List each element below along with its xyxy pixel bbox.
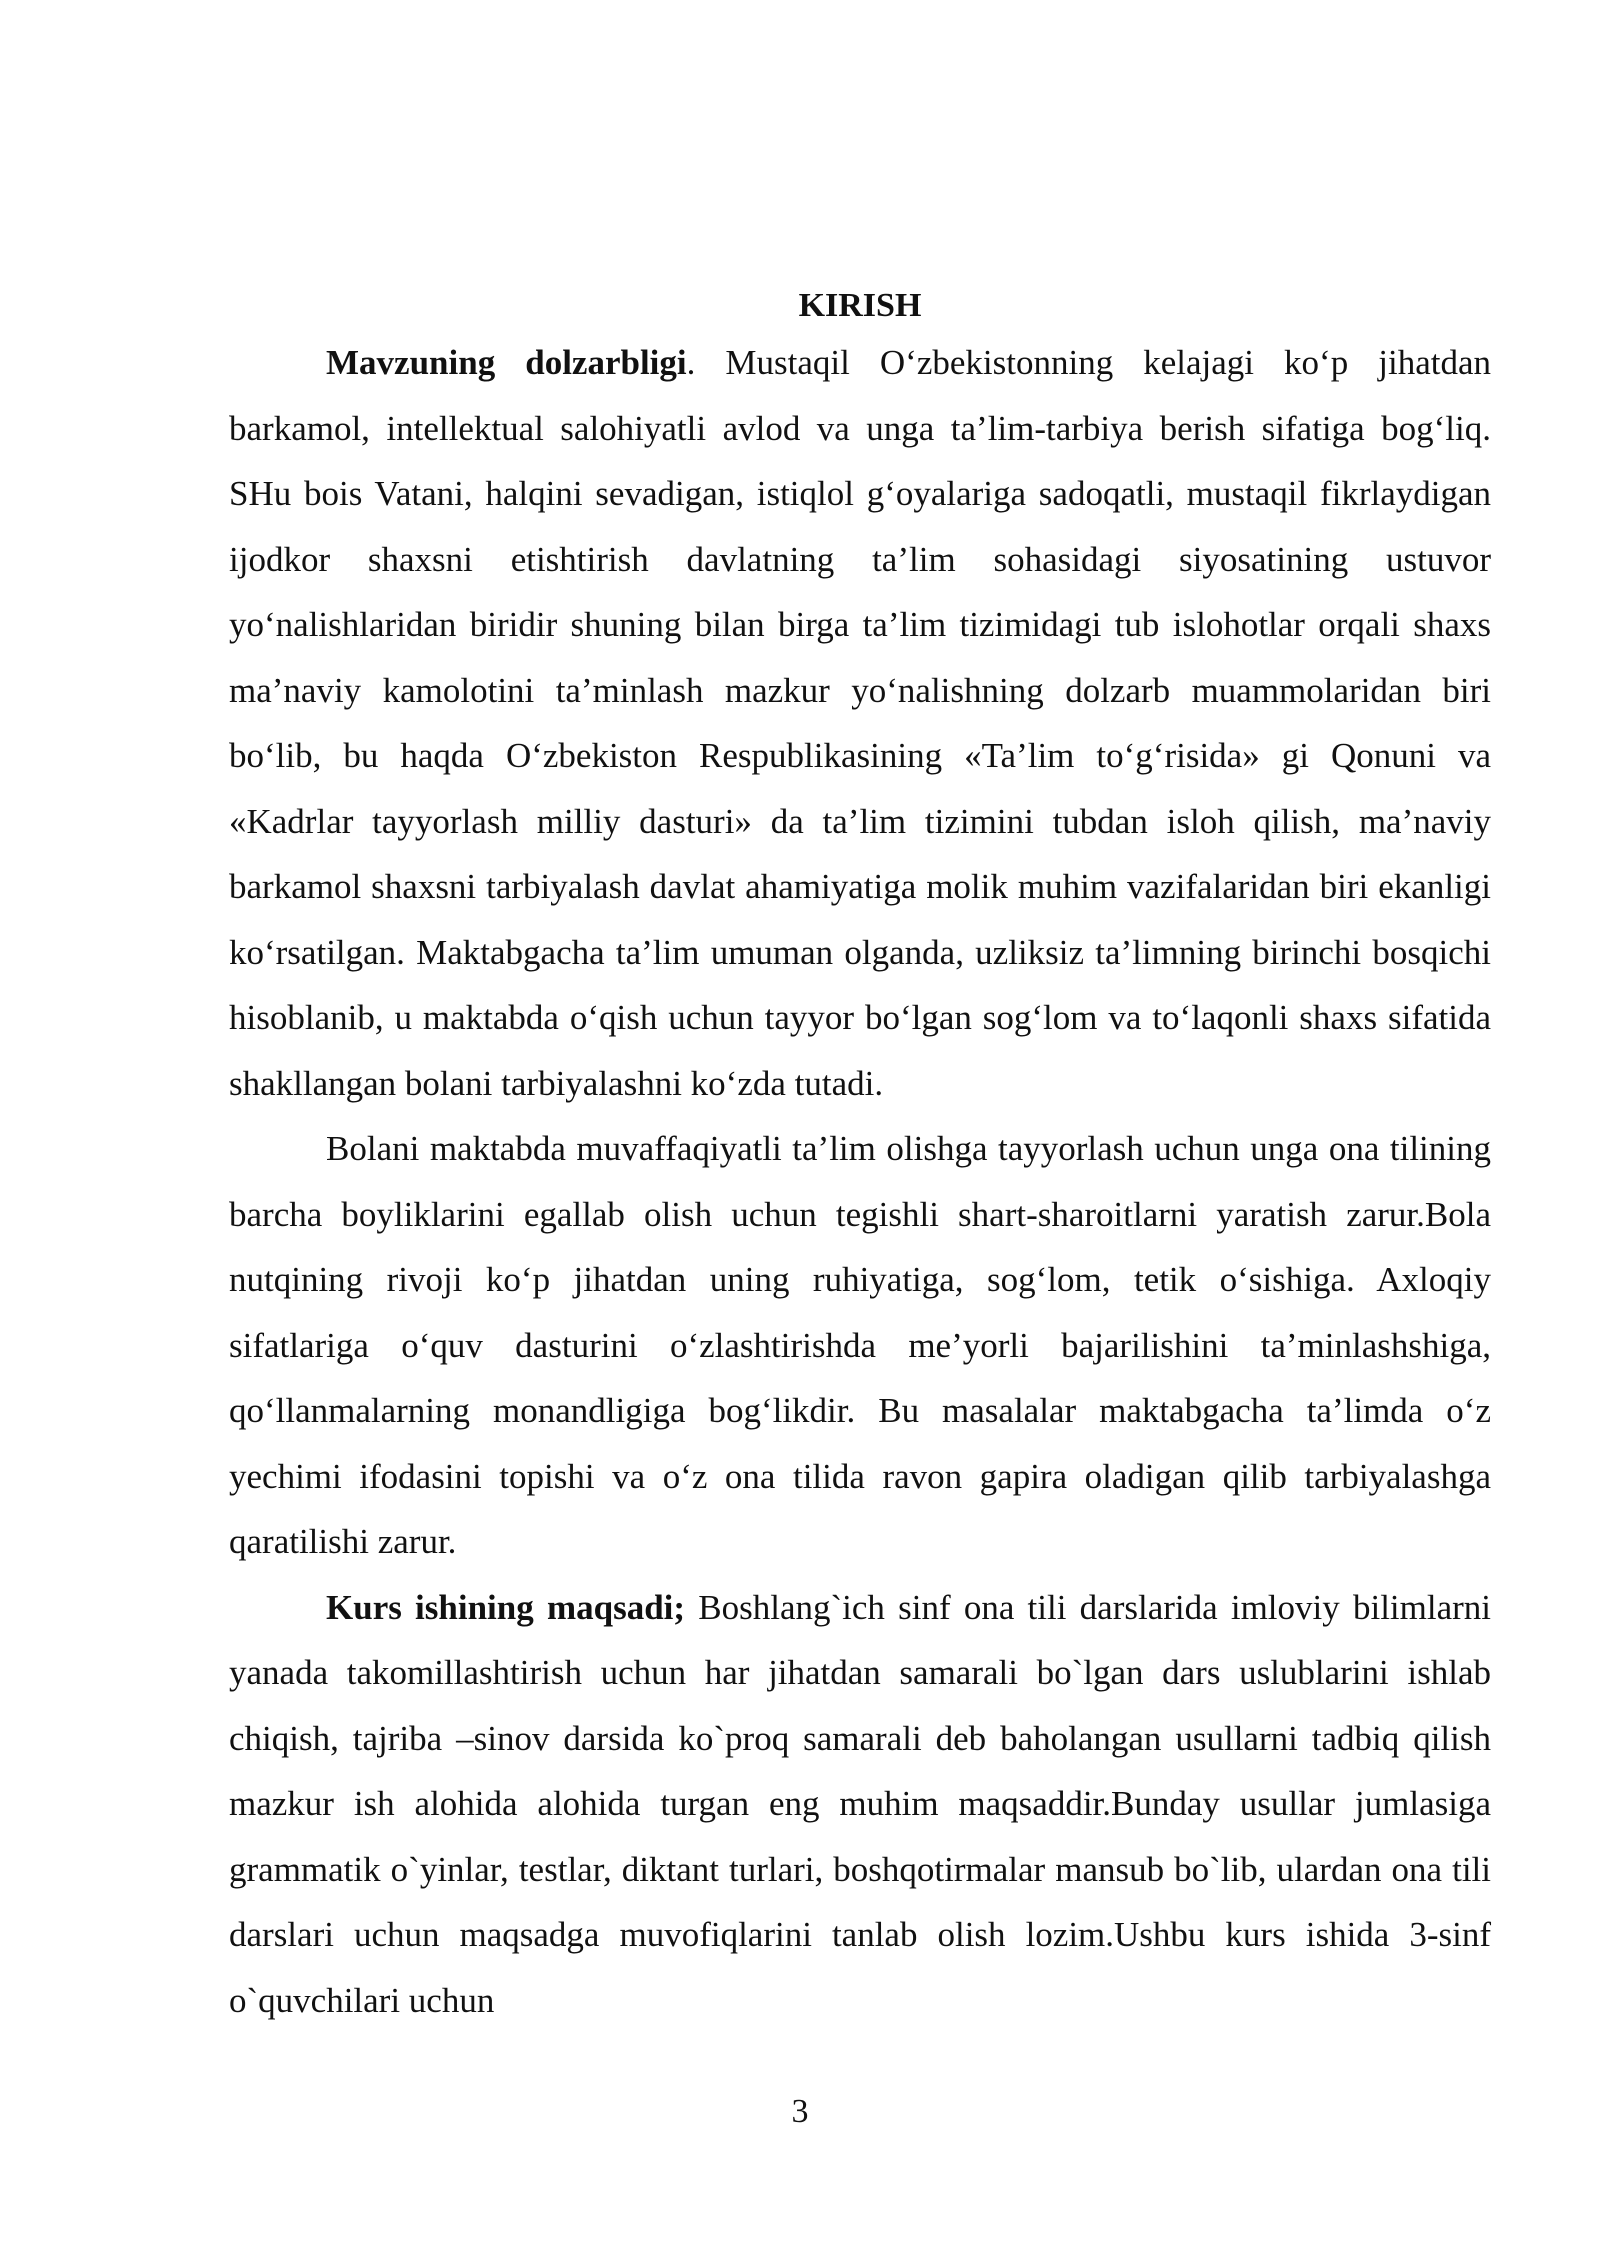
page-content — [229, 282, 1491, 2033]
paragraph-text-course-goal: Boshlang`ich sinf ona tili darslarida imloviy bilimlarni yanada takomillashtirish uchun har jihatdan samarali bo`lgan dars uslublarini ishlab chiqish, tajriba –sinov darsida ko`proq samarali deb baholangan usullarni tadbiq qilish mazkur ish alohida alohida turgan eng muhim maqsaddir.Bunday usullar jumlasiga grammatik o`yinlar, testlar, diktant turlari, boshqotirmalar mansub bo`lib, ulardan ona tili darslari uchun maqsadga muvofiqlarini tanlab olish lozim.Ushbu kurs ishida 3-sinf o`quvchilari uchun — [229, 1587, 1492, 2020]
paragraph-course-goal — [229, 1575, 1491, 2034]
paragraph-text-preparation: Bolani maktabda muvaffaqiyatli ta’lim olishga tayyorlash uchun unga ona tilining barcha boyliklarini egallab olish uchun tegishli shart-sharoitlarni yaratish zarur.Bola nutqining rivoji ko‘p jihatdan uning ruhiyatiga, sog‘lom, tetik o‘sishiga. Axloqiy sifatlariga o‘quv dasturini o‘zlashtirishda me’yorli bajarilishini ta’minlashshiga, qo‘llanmalarning monandligiga bog‘likdir. Bu masalalar maktabgacha ta’limda o‘z yechimi ifodasini topishi va o‘z ona tilida ravon gapira oladigan qilib tarbiyalashga qaratilishi zarur. — [229, 1129, 1491, 1561]
paragraph-relevance — [229, 330, 1491, 1116]
paragraph-text-relevance: . Mustaqil O‘zbekistonning kelajagi ko‘p jihatdan barkamol, intellektual salohiyatli avlod va unga ta’lim-tarbiya berish sifatiga bog‘liq. SHu bois Vatani, halqini sevadigan, istiqlol g‘oyalariga sadoqatli, mustaqil fikrlaydigan ijodkor shaxsni etishtirish davlatning ta’lim sohasidagi siyosatining ustuvor yo‘nalishlaridan biridir shuning bilan birga ta’lim tizimidagi tub islohotlar orqali shaxs ma’naviy kamolotini ta’minlash mazkur yo‘nalishning dolzarb muammolaridan biri bo‘lib, bu haqda O‘zbekiston Respublikasining «Ta’lim to‘g‘risida» gi Qonuni va «Kadrlar tayyorlash milliy dasturi» da ta’lim tizimini tubdan isloh qilish, ma’naviy barkamol shaxsni tarbiyalash davlat ahamiyatiga molik muhim vazifalaridan biri ekanligi ko‘rsatilgan. Maktabgacha ta’lim umuman olganda, uzliksiz ta’limning birinchi bosqichi hisoblanib, u maktabda o‘qish uchun tayyor bo‘lgan sog‘lom va to‘laqonli shaxs sifatida shakllangan bolani tarbiyalashni ko‘zda tutadi. — [229, 343, 1491, 1103]
page-number: 3 — [791, 2093, 809, 2130]
section-title: KIRISH — [798, 287, 922, 324]
paragraph-lead-relevance: Mavzuning dolzarbligi — [326, 343, 687, 382]
paragraph-lead-course-goal: Kurs ishining maqsadi; — [326, 1587, 686, 1627]
paragraph-preparation — [229, 1116, 1491, 1575]
